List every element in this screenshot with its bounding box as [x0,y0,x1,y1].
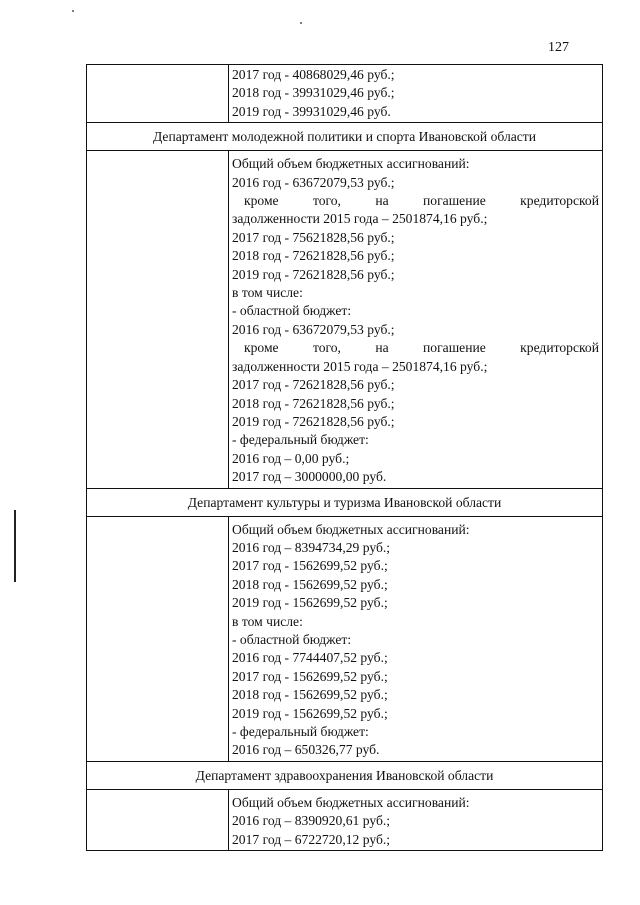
table-line: 2016 год - 63672079,53 руб.; [232,174,395,190]
table-line: 2019 год - 1562699,52 руб.; [232,705,388,721]
table-line: кроме того, на погашение кредиторской [244,340,599,356]
table-line: 2017 год - 1562699,52 руб.; [232,668,388,684]
table-line: 2018 год - 72621828,56 руб.; [232,248,395,264]
table-right-cell [229,65,602,122]
table-line: 2017 год - 75621828,56 руб.; [232,229,395,245]
table-line: 2019 год - 72621828,56 руб.; [232,266,395,282]
table-line: 2018 год - 39931029,46 руб.; [232,85,395,101]
table-line: 2019 год - 39931029,46 руб. [232,103,391,119]
table-line: кроме того, на погашение кредиторской [244,193,599,209]
table-row [87,65,602,123]
table-line: 2018 год - 72621828,56 руб.; [232,395,395,411]
table-line: - федеральный бюджет: [232,724,369,739]
page-number: 127 [548,40,569,55]
table-line: 2016 год - 7744407,52 руб.; [232,650,388,666]
budget-table [86,64,603,851]
table-line: 2016 год – 8394734,29 руб.; [232,539,391,555]
scan-artifact-line [14,510,16,582]
table-line: 2017 год - 40868029,46 руб.; [232,67,395,82]
table-line: Общий объем бюджетных ассигнований: [232,794,470,810]
table-left-cell [87,517,229,761]
scan-speck [300,22,302,24]
table-line: 2017 год – 6722720,12 руб.; [232,831,391,847]
section-header-youth-sport: Департамент молодежной политики и спорта Ивановской области [87,123,602,151]
table-row [87,517,602,762]
table-left-cell [87,151,229,487]
table-line: 2016 год - 63672079,53 руб.; [232,321,395,337]
table-right-cell [229,790,602,850]
table-right-cell [229,151,602,487]
table-row [87,151,602,488]
table-line: - федеральный бюджет: [232,432,369,448]
table-line: 2018 год - 1562699,52 руб.; [232,576,388,592]
table-line: - областной бюджет: [232,631,352,647]
table-line: 2017 год - 1562699,52 руб.; [232,558,388,574]
table-right-cell [229,517,602,761]
table-line: 2019 год - 72621828,56 руб.; [232,413,395,429]
table-line: 2018 год - 1562699,52 руб.; [232,687,388,703]
table-line: 2017 год - 72621828,56 руб.; [232,377,395,393]
table-line: Общий объем бюджетных ассигнований: [232,521,470,537]
table-line: задолженности 2015 года – 2501874,16 руб.; [232,358,488,374]
scan-speck [72,10,74,12]
table-line: в том числе: [232,613,303,629]
section-header-culture-tourism: Департамент культуры и туризма Ивановской области [87,489,602,517]
table-line: 2016 год – 8390920,61 руб.; [232,813,391,829]
table-line: 2019 год - 1562699,52 руб.; [232,595,388,611]
table-line: - областной бюджет: [232,303,352,319]
table-row [87,790,602,851]
table-line: 2016 год – 650326,77 руб. [232,742,380,758]
table-left-cell [87,790,229,850]
section-header-health: Департамент здравоохранения Ивановской области [87,762,602,790]
table-line: 2016 год – 0,00 руб.; [232,450,350,466]
table-line: 2017 год – 3000000,00 руб. [232,469,387,485]
table-line: задолженности 2015 года – 2501874,16 руб.; [232,211,488,227]
table-line: в том числе: [232,285,303,301]
table-left-cell [87,65,229,122]
table-line: Общий объем бюджетных ассигнований: [232,156,470,172]
